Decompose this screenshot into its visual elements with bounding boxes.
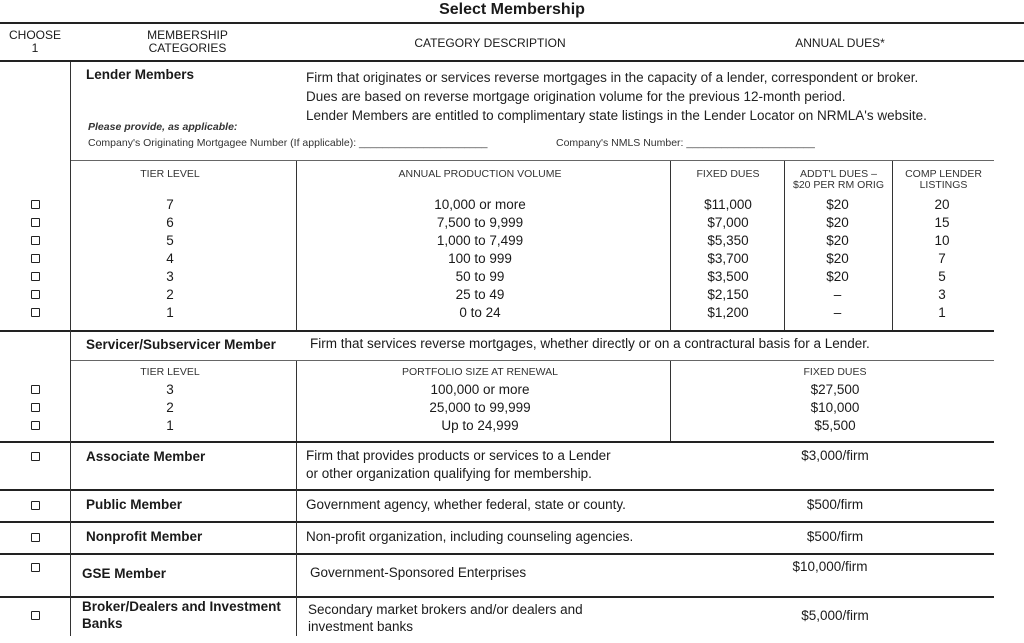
servicer-tier: 3	[166, 382, 174, 397]
associate-dues: $3,000/firm	[801, 448, 869, 463]
nonprofit-rule	[0, 521, 994, 523]
servicer-tier-divider	[296, 361, 297, 441]
lender-sub-rule	[70, 160, 994, 161]
servicer-col-fixed: FIXED DUES	[803, 366, 867, 378]
lender-addtl-dues: $20	[826, 269, 849, 284]
lender-volume: 25 to 49	[455, 287, 505, 302]
gse-checkbox[interactable]	[31, 563, 40, 572]
lender-desc-1: Firm that originates or services reverse mortgages in the capacity of a lender, correspondent or broker.	[306, 70, 919, 85]
lender-volume: 100 to 999	[448, 251, 512, 266]
servicer-title: Servicer/Subservicer Member	[86, 337, 276, 352]
lender-tier: 3	[166, 269, 174, 284]
servicer-tier: 1	[166, 418, 174, 433]
lender-tier-checkbox[interactable]	[31, 272, 40, 281]
associate-desc-1: Firm that provides products or services to a Lender	[306, 448, 611, 463]
lender-tier: 2	[166, 287, 174, 302]
lender-comp-listings: 15	[934, 215, 950, 230]
nonprofit-dues: $500/firm	[806, 529, 864, 544]
lender-tier: 5	[166, 233, 174, 248]
broker-rule	[0, 596, 994, 598]
lender-col-addtl: ADDT'L DUES – $20 PER RM ORIG	[792, 168, 885, 191]
broker-dues: $5,000/firm	[801, 608, 869, 623]
gse-rule	[0, 553, 994, 555]
header-description: CATEGORY DESCRIPTION	[414, 36, 566, 50]
broker-title-2: Banks	[82, 616, 123, 631]
top-rule	[0, 22, 1024, 24]
nonprofit-desc: Non-profit organization, including counseling agencies.	[306, 529, 634, 544]
lender-col-volume: ANNUAL PRODUCTION VOLUME	[398, 168, 562, 180]
broker-desc-1: Secondary market brokers and/or dealers and	[308, 602, 583, 617]
public-checkbox[interactable]	[31, 501, 40, 510]
servicer-fixed-dues: $10,000	[810, 400, 860, 415]
public-desc: Government agency, whether federal, state or county.	[306, 497, 626, 512]
lender-volume-divider	[670, 161, 671, 330]
lender-volume: 0 to 24	[459, 305, 501, 320]
servicer-top-rule	[0, 330, 994, 332]
lender-fixed-dues: $2,150	[707, 287, 749, 302]
lender-tier-checkbox[interactable]	[31, 236, 40, 245]
lender-comp-listings: 5	[938, 269, 946, 284]
servicer-fixed-dues: $5,500	[814, 418, 856, 433]
gse-desc: Government-Sponsored Enterprises	[310, 565, 527, 580]
associate-title: Associate Member	[86, 449, 206, 464]
header-dues: ANNUAL DUES*	[795, 36, 885, 50]
nmls-field[interactable]: Company's NMLS Number: ______________________	[556, 137, 815, 149]
lender-addtl-dues: –	[833, 305, 842, 320]
public-rule	[0, 489, 994, 491]
servicer-portfolio: Up to 24,999	[441, 418, 519, 433]
public-dues: $500/firm	[806, 497, 864, 512]
lender-title: Lender Members	[86, 67, 195, 82]
lender-fixed-dues: $3,700	[707, 251, 749, 266]
lender-tier-checkbox[interactable]	[31, 218, 40, 227]
associate-rule	[0, 441, 994, 443]
desc-divider	[296, 443, 297, 636]
servicer-sub-rule	[70, 360, 994, 361]
lender-col-tier: TIER LEVEL	[140, 168, 200, 180]
lender-col-fixed: FIXED DUES	[696, 168, 760, 180]
lender-fixed-dues: $11,000	[704, 197, 752, 212]
servicer-portfolio: 25,000 to 99,999	[429, 400, 531, 415]
gse-title: GSE Member	[82, 566, 167, 581]
lender-addtl-dues: $20	[826, 233, 849, 248]
lender-tier-checkbox[interactable]	[31, 308, 40, 317]
lender-addtl-dues: $20	[826, 197, 849, 212]
lender-addtl-dues: $20	[826, 215, 849, 230]
lender-fixed-dues: $1,200	[707, 305, 749, 320]
broker-checkbox[interactable]	[31, 611, 40, 620]
lender-addtl-dues: $20	[826, 251, 849, 266]
lender-tier-divider	[296, 161, 297, 330]
lender-comp-listings: 3	[938, 287, 946, 302]
servicer-tier-checkbox[interactable]	[31, 421, 40, 430]
lender-volume: 50 to 99	[455, 269, 505, 284]
lender-comp-listings: 1	[938, 305, 946, 320]
lender-col-comp: COMP LENDER LISTINGS	[905, 168, 982, 191]
lender-comp-listings: 7	[938, 251, 946, 266]
nonprofit-title: Nonprofit Member	[86, 529, 203, 544]
lender-volume: 10,000 or more	[434, 197, 526, 212]
lender-tier: 7	[166, 197, 174, 212]
lender-tier-checkbox[interactable]	[31, 290, 40, 299]
lender-fixed-dues: $3,500	[707, 269, 749, 284]
servicer-col-tier: TIER LEVEL	[140, 366, 200, 378]
broker-title-1: Broker/Dealers and Investment	[82, 599, 281, 614]
servicer-tier-checkbox[interactable]	[31, 385, 40, 394]
lender-comp-listings: 20	[934, 197, 950, 212]
servicer-tier: 2	[166, 400, 174, 415]
servicer-tier-checkbox[interactable]	[31, 403, 40, 412]
choose-divider	[70, 62, 71, 636]
servicer-portfolio-divider	[670, 361, 671, 441]
header-rule	[0, 60, 1024, 62]
lender-fixed-dues: $5,350	[707, 233, 749, 248]
header-choose: CHOOSE 1	[8, 28, 61, 55]
lender-desc-3: Lender Members are entitled to complimentary state listings in the Lender Locator on NRMLA's website.	[306, 108, 927, 123]
lender-tier-checkbox[interactable]	[31, 254, 40, 263]
header-categories: MEMBERSHIP CATEGORIES	[147, 28, 228, 55]
lender-addtl-dues: –	[833, 287, 842, 302]
servicer-col-portfolio: PORTFOLIO SIZE AT RENEWAL	[402, 366, 558, 378]
lender-tier: 1	[166, 305, 174, 320]
servicer-desc: Firm that services reverse mortgages, whether directly or on a contractural basis for a Lender.	[310, 336, 870, 351]
servicer-fixed-dues: $27,500	[810, 382, 860, 397]
page-title: Select Membership	[439, 1, 585, 18]
lender-volume: 7,500 to 9,999	[436, 215, 524, 230]
lender-desc-2: Dues are based on reverse mortgage origination volume for the previous 12-month period.	[306, 89, 846, 104]
nonprofit-checkbox[interactable]	[31, 533, 40, 542]
lender-tier: 4	[166, 251, 174, 266]
gse-dues: $10,000/firm	[792, 559, 868, 574]
broker-desc-2: investment banks	[308, 619, 414, 634]
lender-volume: 1,000 to 7,499	[436, 233, 524, 248]
mortgagee-field[interactable]: Company's Originating Mortgagee Number (If applicable): ______________________	[88, 137, 488, 149]
public-title: Public Member	[86, 497, 183, 512]
lender-tier: 6	[166, 215, 174, 230]
associate-checkbox[interactable]	[31, 452, 40, 461]
servicer-portfolio: 100,000 or more	[430, 382, 530, 397]
associate-desc-2: or other organization qualifying for membership.	[306, 466, 592, 481]
lender-comp-listings: 10	[934, 233, 950, 248]
lender-tier-checkbox[interactable]	[31, 200, 40, 209]
provide-note: Please provide, as applicable:	[88, 121, 238, 133]
lender-fixed-dues: $7,000	[707, 215, 749, 230]
